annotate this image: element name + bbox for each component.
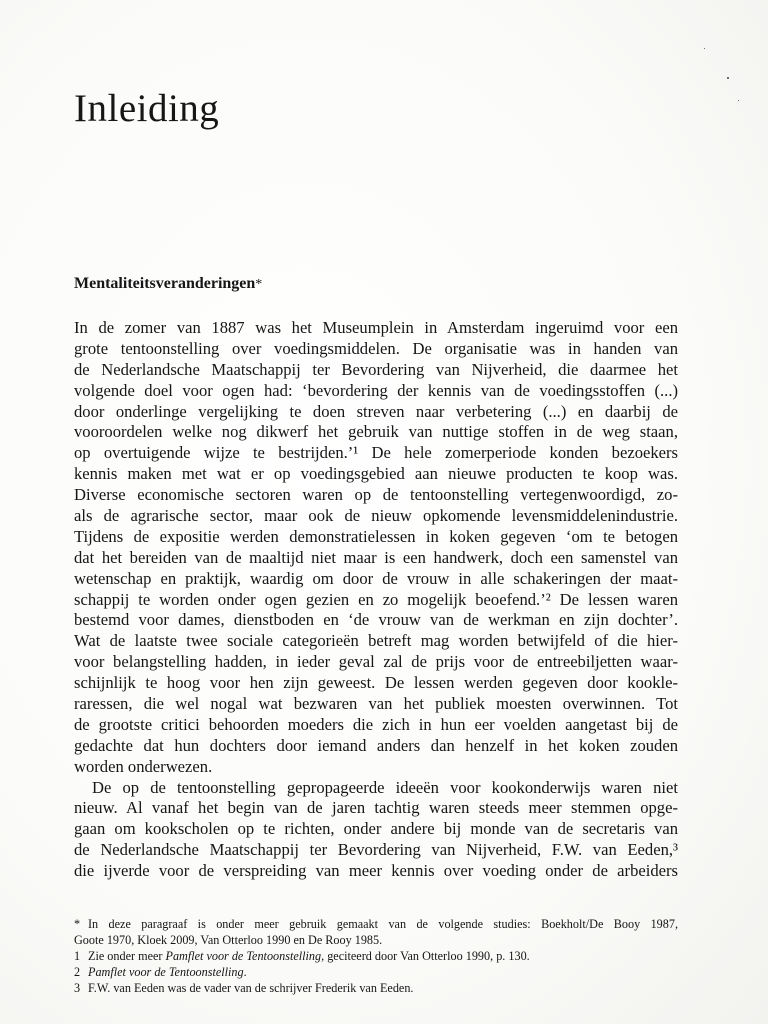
- body-line: worden onderwezen.: [74, 756, 213, 776]
- section-heading-footnote-mark: *: [255, 277, 263, 292]
- section-heading-text: Mentaliteitsveranderingen: [74, 275, 256, 292]
- body-line: In de zomer van 1887 was het Museumplein in Amsterdam ingeruimd voor een: [74, 318, 678, 337]
- footnote-text-tail: .: [243, 965, 247, 979]
- body-line: door onderlinge vergelijking te doen streven naar verbetering (...) en daarbij de: [74, 401, 678, 421]
- body-line: de Nederlandsche Maatschappij ter Bevordering van Nijverheid, die daarmee het: [74, 359, 678, 379]
- body-line: schappij te worden onder ogen gezien en zo mogelijk beoefend.’² De lessen waren: [74, 589, 678, 609]
- footnotes: [74, 916, 678, 996]
- body-line: kennis maken met wat er op voedingsgebied aan nieuwe producten te koop was.: [74, 464, 678, 484]
- footnote-text: In deze paragraaf is onder meer gebruik gemaakt van de volgende studies: Boekholt/De Booy 1987,: [88, 917, 678, 931]
- scan-speck: [704, 48, 705, 49]
- section-heading: [74, 274, 262, 295]
- footnote-text-tail: , geciteerd door Van Otterloo 1990, p. 130.: [321, 949, 530, 963]
- footnote-text: Zie onder meer: [88, 949, 166, 963]
- footnote: [74, 932, 678, 948]
- body-line: volgende doel voor ogen had: ‘bevordering der kennis van de voedingsstoffen (...): [74, 380, 678, 400]
- body-line: voor belangstelling hadden, in ieder geval zal de prijs voor de entreebiljetten waar-: [74, 652, 678, 672]
- footnote-number: 2: [74, 965, 81, 979]
- body-text: [74, 318, 678, 882]
- footnote-text: F.W. van Eeden was de vader van de schrijver Frederik van Eeden.: [88, 981, 414, 995]
- body-line: Diverse economische sectoren waren op de tentoonstelling vertegenwoordigd, zo-: [74, 485, 678, 505]
- footnote: [74, 916, 678, 932]
- body-line: nieuw. Al vanaf het begin van de jaren tachtig waren steeds meer stemmen opge-: [74, 798, 678, 818]
- scan-speck: [727, 77, 729, 79]
- body-line: bestemd voor dames, dienstboden en ‘de vrouw van de werkman en zijn dochter’.: [74, 610, 678, 630]
- body-line: wetenschap en praktijk, waardig om door de vrouw in alle schakeringen der maat-: [74, 568, 678, 588]
- body-line: De op de tentoonstelling gepropageerde ideeën voor kookonderwijs waren niet: [92, 777, 678, 797]
- body-line: als de agrarische sector, maar ook de nieuw opkomende levensmiddelenindustrie.: [74, 506, 678, 526]
- body-line: vooroordelen welke nog dikwerf het gebruik van nuttige stoffen in de weg staan,: [74, 422, 678, 442]
- body-line: Wat de laatste twee sociale categorieën betreft mag worden betwijfeld of die hier-: [74, 631, 678, 651]
- body-line: de Nederlandsche Maatschappij ter Bevordering van Nijverheid, F.W. van Eeden,³: [74, 840, 678, 860]
- body-line: dat het bereiden van de maaltijd niet maar is een handwerk, doch een samenstel van: [74, 547, 678, 567]
- chapter-title: Inleiding: [74, 87, 220, 130]
- body-line: raressen, die wel nogal wat bezwaren van het publiek moesten overwinnen. Tot: [74, 694, 678, 714]
- footnote-title: Pamflet voor de Tentoonstelling: [88, 965, 244, 979]
- body-line: op overtuigende wijze te bestrijden.’¹ De hele zomerperiode konden bezoekers: [74, 443, 678, 463]
- body-line: schijnlijk te hoog voor hen zijn geweest. De lessen werden gegeven door kookle-: [74, 673, 678, 693]
- scan-speck: [738, 100, 739, 101]
- footnote-text: Goote 1970, Kloek 2009, Van Otterloo 1990 en De Rooy 1985.: [74, 933, 383, 947]
- body-line: Tijdens de expositie werden demonstratielessen in koken gegeven ‘om te betogen: [74, 526, 678, 546]
- body-line: grote tentoonstelling over voedingsmiddelen. De organisatie was in handen van: [74, 338, 678, 358]
- body-line: gedachte dat hun dochters door iemand anders dan henzelf in het koken zouden: [74, 735, 678, 755]
- footnote-number: *: [74, 917, 81, 931]
- body-line: die ijverde voor de verspreiding van meer kennis over voeding onder de arbeiders: [74, 861, 678, 881]
- body-line: gaan om kookscholen op te richten, onder andere bij monde van de secretaris van: [74, 819, 678, 839]
- footnote: [74, 948, 678, 964]
- footnote: [74, 964, 678, 980]
- footnote: [74, 980, 678, 996]
- footnote-number: 1: [74, 949, 81, 963]
- footnote-title: Pamflet voor de Tentoonstelling: [165, 949, 322, 963]
- body-line: de grootste critici behoorden moeders die zich in hun eer voelden aangetast bij de: [74, 714, 678, 734]
- footnote-number: 3: [74, 981, 81, 995]
